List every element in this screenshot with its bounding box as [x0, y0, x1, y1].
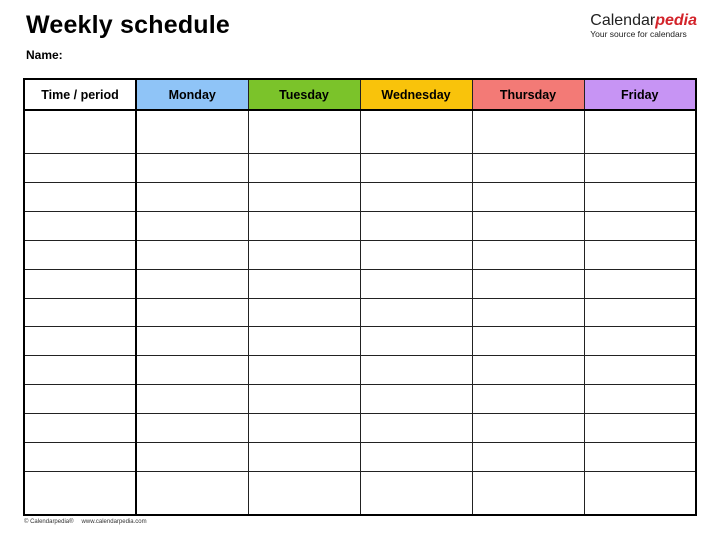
schedule-row	[24, 443, 696, 472]
schedule-cell-wednesday[interactable]	[360, 110, 472, 153]
schedule-cell-friday[interactable]	[584, 269, 696, 298]
schedule-cell-wednesday[interactable]	[360, 153, 472, 182]
schedule-cell-time[interactable]	[24, 110, 136, 153]
column-header-monday: Monday	[136, 79, 248, 110]
column-header-time-period: Time / period	[24, 79, 136, 110]
footer-copyright: © Calendarpedia®	[24, 519, 74, 525]
schedule-cell-time[interactable]	[24, 443, 136, 472]
schedule-cell-wednesday[interactable]	[360, 385, 472, 414]
schedule-cell-thursday[interactable]	[472, 153, 584, 182]
schedule-row	[24, 240, 696, 269]
schedule-cell-monday[interactable]	[136, 443, 248, 472]
schedule-cell-friday[interactable]	[584, 327, 696, 356]
weekly-schedule-table	[23, 78, 697, 516]
schedule-cell-tuesday[interactable]	[248, 385, 360, 414]
schedule-row	[24, 269, 696, 298]
schedule-cell-monday[interactable]	[136, 240, 248, 269]
schedule-cell-tuesday[interactable]	[248, 182, 360, 211]
column-header-friday: Friday	[584, 79, 696, 110]
schedule-cell-monday[interactable]	[136, 153, 248, 182]
schedule-cell-wednesday[interactable]	[360, 356, 472, 385]
schedule-cell-tuesday[interactable]	[248, 240, 360, 269]
schedule-cell-thursday[interactable]	[472, 414, 584, 443]
schedule-cell-thursday[interactable]	[472, 182, 584, 211]
schedule-row	[24, 298, 696, 327]
schedule-cell-thursday[interactable]	[472, 327, 584, 356]
schedule-cell-time[interactable]	[24, 472, 136, 515]
schedule-cell-friday[interactable]	[584, 356, 696, 385]
schedule-cell-friday[interactable]	[584, 472, 696, 515]
schedule-cell-wednesday[interactable]	[360, 298, 472, 327]
schedule-cell-wednesday[interactable]	[360, 182, 472, 211]
schedule-cell-monday[interactable]	[136, 298, 248, 327]
schedule-row	[24, 153, 696, 182]
schedule-cell-tuesday[interactable]	[248, 414, 360, 443]
logo-brand-accent: pedia	[655, 12, 697, 29]
footer-url[interactable]: www.calendarpedia.com	[81, 519, 147, 525]
schedule-cell-monday[interactable]	[136, 211, 248, 240]
schedule-cell-time[interactable]	[24, 153, 136, 182]
schedule-cell-tuesday[interactable]	[248, 110, 360, 153]
schedule-cell-thursday[interactable]	[472, 269, 584, 298]
schedule-cell-monday[interactable]	[136, 269, 248, 298]
schedule-row	[24, 327, 696, 356]
schedule-cell-monday[interactable]	[136, 356, 248, 385]
schedule-cell-monday[interactable]	[136, 385, 248, 414]
schedule-cell-wednesday[interactable]	[360, 443, 472, 472]
schedule-cell-time[interactable]	[24, 385, 136, 414]
schedule-row	[24, 385, 696, 414]
schedule-cell-thursday[interactable]	[472, 472, 584, 515]
schedule-cell-monday[interactable]	[136, 110, 248, 153]
schedule-cell-thursday[interactable]	[472, 110, 584, 153]
schedule-cell-time[interactable]	[24, 327, 136, 356]
schedule-cell-wednesday[interactable]	[360, 211, 472, 240]
schedule-cell-friday[interactable]	[584, 240, 696, 269]
schedule-cell-thursday[interactable]	[472, 240, 584, 269]
schedule-cell-tuesday[interactable]	[248, 356, 360, 385]
footer	[24, 519, 155, 525]
column-header-thursday: Thursday	[472, 79, 584, 110]
schedule-row	[24, 182, 696, 211]
name-label: Name:	[26, 48, 63, 62]
schedule-cell-wednesday[interactable]	[360, 240, 472, 269]
schedule-cell-time[interactable]	[24, 298, 136, 327]
schedule-body	[24, 110, 696, 515]
schedule-row	[24, 211, 696, 240]
schedule-cell-tuesday[interactable]	[248, 472, 360, 515]
schedule-cell-tuesday[interactable]	[248, 269, 360, 298]
schedule-cell-wednesday[interactable]	[360, 269, 472, 298]
schedule-cell-monday[interactable]	[136, 414, 248, 443]
schedule-cell-friday[interactable]	[584, 414, 696, 443]
schedule-cell-monday[interactable]	[136, 472, 248, 515]
schedule-cell-wednesday[interactable]	[360, 327, 472, 356]
schedule-cell-friday[interactable]	[584, 385, 696, 414]
schedule-cell-thursday[interactable]	[472, 385, 584, 414]
schedule-cell-time[interactable]	[24, 356, 136, 385]
schedule-cell-time[interactable]	[24, 182, 136, 211]
schedule-cell-monday[interactable]	[136, 182, 248, 211]
column-header-tuesday: Tuesday	[248, 79, 360, 110]
schedule-cell-tuesday[interactable]	[248, 298, 360, 327]
schedule-cell-time[interactable]	[24, 269, 136, 298]
schedule-cell-tuesday[interactable]	[248, 153, 360, 182]
header-row	[24, 79, 696, 110]
page-title: Weekly schedule	[26, 11, 231, 39]
schedule-cell-friday[interactable]	[584, 443, 696, 472]
schedule-cell-tuesday[interactable]	[248, 211, 360, 240]
schedule-cell-tuesday[interactable]	[248, 443, 360, 472]
schedule-cell-friday[interactable]	[584, 110, 696, 153]
logo-wordmark	[590, 13, 697, 29]
logo-tagline: Your source for calendars	[590, 29, 687, 39]
schedule-row	[24, 472, 696, 515]
schedule-row	[24, 356, 696, 385]
schedule-cell-friday[interactable]	[584, 211, 696, 240]
schedule-row	[24, 414, 696, 443]
schedule-cell-time[interactable]	[24, 211, 136, 240]
schedule-cell-friday[interactable]	[584, 298, 696, 327]
schedule-cell-wednesday[interactable]	[360, 472, 472, 515]
calendarpedia-logo	[590, 13, 697, 39]
schedule-cell-time[interactable]	[24, 240, 136, 269]
schedule-cell-wednesday[interactable]	[360, 414, 472, 443]
logo-brand-main: Calendar	[590, 12, 656, 29]
schedule-cell-monday[interactable]	[136, 327, 248, 356]
schedule-cell-thursday[interactable]	[472, 298, 584, 327]
schedule-cell-thursday[interactable]	[472, 443, 584, 472]
schedule-cell-friday[interactable]	[584, 153, 696, 182]
schedule-row	[24, 110, 696, 153]
schedule-cell-friday[interactable]	[584, 182, 696, 211]
schedule-cell-thursday[interactable]	[472, 356, 584, 385]
schedule-cell-time[interactable]	[24, 414, 136, 443]
column-header-wednesday: Wednesday	[360, 79, 472, 110]
schedule-cell-tuesday[interactable]	[248, 327, 360, 356]
schedule-cell-thursday[interactable]	[472, 211, 584, 240]
